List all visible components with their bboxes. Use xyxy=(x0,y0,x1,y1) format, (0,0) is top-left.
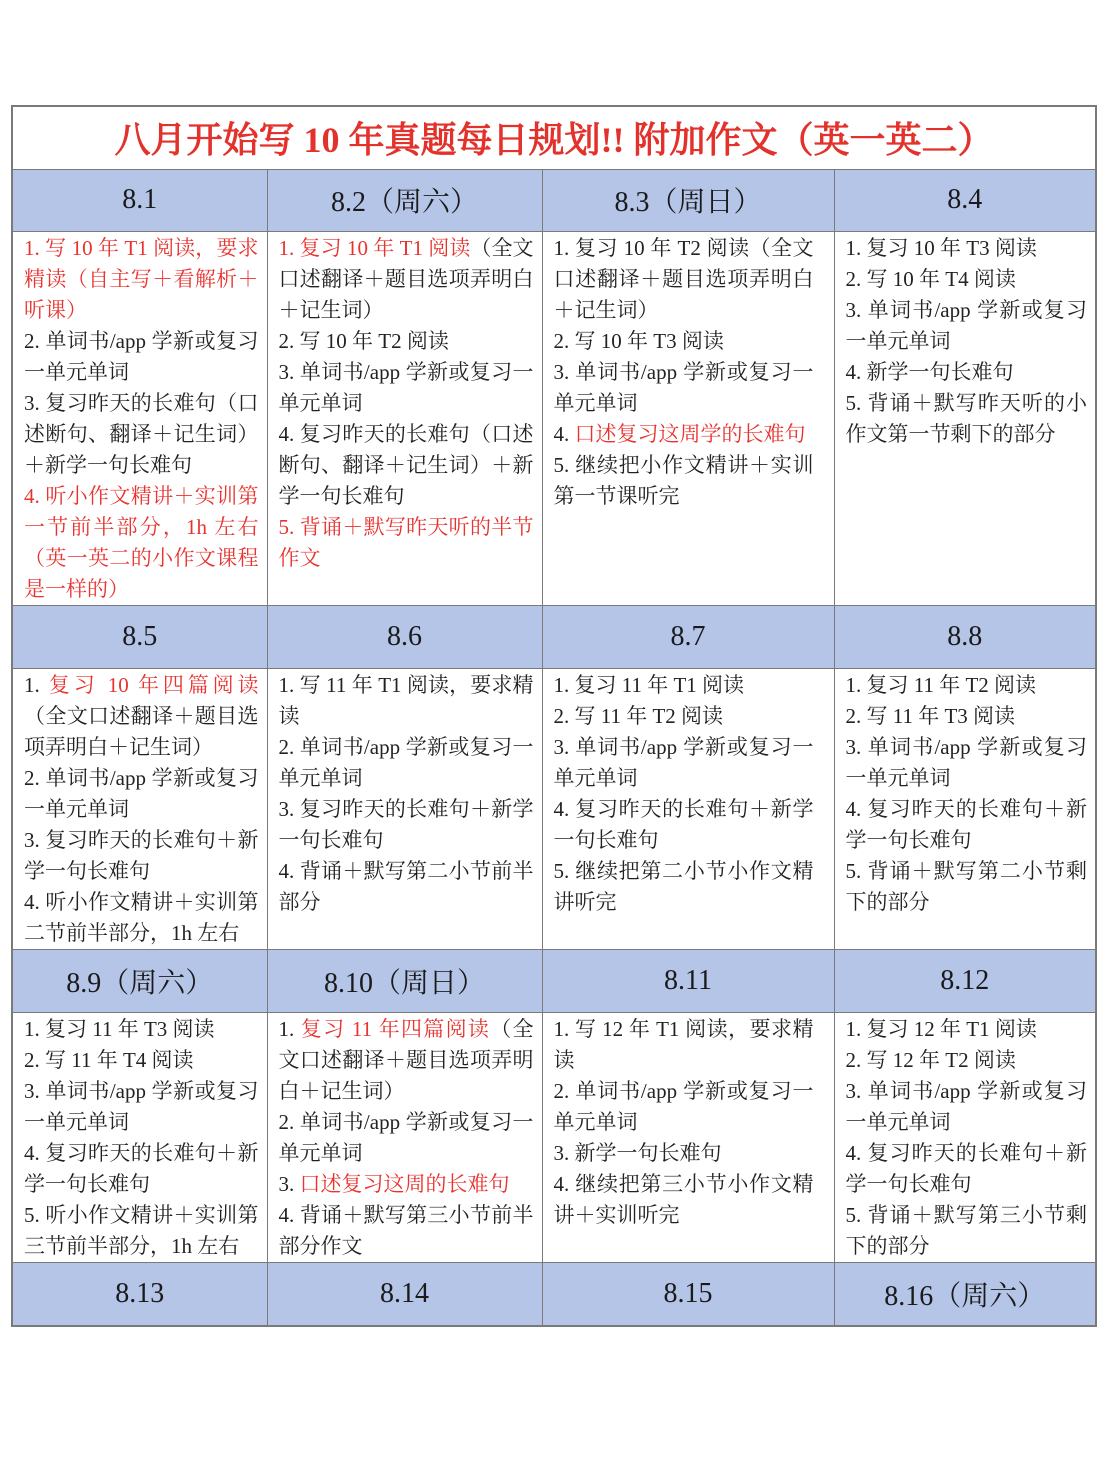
task-item xyxy=(846,856,1088,918)
task-item xyxy=(24,1138,259,1200)
task-item xyxy=(846,264,1088,295)
task-item xyxy=(846,1076,1088,1138)
task-text: 4. 复习昨天的长难句＋新学一句长难句 xyxy=(24,1140,259,1196)
task-text: 2. 写 10 年 T3 阅读 xyxy=(553,328,724,353)
task-item xyxy=(846,1200,1088,1262)
task-text: 3. 复习昨天的长难句＋新学一句长难句 xyxy=(24,827,259,883)
task-item xyxy=(554,1014,814,1076)
task-item xyxy=(554,701,814,732)
task-text-highlight: 4. 听小作文精讲＋实训第一节前半部分，1h 左右（英一英二的小作文课程是一样的） xyxy=(24,483,259,601)
task-text: 3. 单词书/app 学新或复习一单元单词 xyxy=(278,359,534,415)
day-date-header: 8.1 xyxy=(12,169,267,231)
task-text-highlight: 复习 11 年四篇阅读 xyxy=(300,1016,491,1041)
task-item xyxy=(279,732,534,794)
task-text: 2. 写 10 年 T4 阅读 xyxy=(845,266,1016,291)
task-text: 2. 写 10 年 T2 阅读 xyxy=(278,328,449,353)
task-item xyxy=(279,1200,534,1262)
task-item xyxy=(554,419,814,450)
task-text: （全文口述翻译＋题目选项弄明白＋记生词） xyxy=(278,235,534,322)
task-text-highlight: 5. 背诵＋默写昨天听的半节作文 xyxy=(278,514,534,570)
task-item xyxy=(846,233,1088,264)
task-text: 1. 复习 12 年 T1 阅读 xyxy=(845,1016,1037,1041)
task-text: 1. 复习 11 年 T2 阅读 xyxy=(845,672,1037,697)
task-text: 4. 复习昨天的长难句＋新学一句长难句 xyxy=(553,796,814,852)
task-item xyxy=(24,670,259,763)
day-date-header: 8.13 xyxy=(12,1262,267,1326)
task-text: 1. 写 12 年 T1 阅读，要求精读 xyxy=(553,1016,814,1072)
task-text: 2. 写 12 年 T2 阅读 xyxy=(845,1047,1016,1072)
task-item xyxy=(846,732,1088,794)
task-item xyxy=(24,326,259,388)
task-text: 3. 新学一句长难句 xyxy=(553,1140,722,1165)
day-date-header: 8.4 xyxy=(834,169,1096,231)
task-item xyxy=(554,1076,814,1138)
task-text-highlight: 口述复习这周的长难句 xyxy=(299,1171,510,1196)
day-date-header: 8.3（周日） xyxy=(542,169,834,231)
task-item xyxy=(846,794,1088,856)
task-text: 1. xyxy=(24,672,49,697)
task-text: 4. 背诵＋默写第二小节前半部分 xyxy=(278,858,534,914)
task-item xyxy=(279,357,534,419)
day-date-header: 8.8 xyxy=(834,605,1096,668)
task-item xyxy=(554,794,814,856)
task-item xyxy=(846,701,1088,732)
task-text: 3. 复习昨天的长难句＋新学一句长难句 xyxy=(278,796,534,852)
task-item xyxy=(279,1107,534,1169)
task-item xyxy=(846,1045,1088,1076)
task-item xyxy=(279,512,534,574)
day-date-header: 8.16（周六） xyxy=(834,1262,1096,1326)
task-item xyxy=(846,670,1088,701)
task-item xyxy=(554,732,814,794)
task-text: 2. 单词书/app 学新或复习一单元单词 xyxy=(24,765,259,821)
task-text: 4. 复习昨天的长难句（口述断句、翻译＋记生词）＋新学一句长难句 xyxy=(278,421,534,508)
task-text-highlight: 复习 10 年四篇阅读 xyxy=(48,672,259,697)
date-header-row xyxy=(12,169,1096,231)
task-text: 2. 单词书/app 学新或复习一单元单词 xyxy=(553,1078,814,1134)
title-row xyxy=(12,106,1096,169)
task-item xyxy=(554,1169,814,1231)
task-text: 5. 背诵＋默写第三小节剩下的部分 xyxy=(845,1202,1088,1258)
day-date-header: 8.12 xyxy=(834,949,1096,1012)
task-text: 5. 背诵＋默写第二小节剩下的部分 xyxy=(845,858,1088,914)
task-item xyxy=(24,388,259,481)
task-text: 5. 继续把第二小节小作文精讲听完 xyxy=(553,858,814,914)
task-text: 3. 单词书/app 学新或复习一单元单词 xyxy=(553,359,814,415)
task-text: 3. 单词书/app 学新或复习一单元单词 xyxy=(845,734,1088,790)
task-text: 4. 继续把第三小节小作文精讲＋实训听完 xyxy=(553,1171,814,1227)
day-task-cell xyxy=(267,668,542,949)
task-item xyxy=(24,233,259,326)
date-header-row xyxy=(12,949,1096,1012)
task-text: （全文口述翻译＋题目选项弄明白＋记生词） xyxy=(24,703,259,759)
task-row xyxy=(12,668,1096,949)
task-text: 5. 背诵＋默写昨天听的小作文第一节剩下的部分 xyxy=(845,390,1088,446)
day-date-header: 8.11 xyxy=(542,949,834,1012)
day-date-header: 8.2（周六） xyxy=(267,169,542,231)
task-text: 1. 复习 11 年 T3 阅读 xyxy=(24,1016,215,1041)
page-title: 八月开始写 10 年真题每日规划!! 附加作文（英一英二） xyxy=(12,106,1096,169)
day-task-cell xyxy=(834,1012,1096,1262)
task-text-highlight: 口述复习这周学的长难句 xyxy=(574,421,806,446)
task-text: 5. 继续把小作文精讲＋实训第一节课听完 xyxy=(553,452,814,508)
task-text: 4. 复习昨天的长难句＋新学一句长难句 xyxy=(845,1140,1088,1196)
task-item xyxy=(24,1200,259,1262)
task-text: 3. 单词书/app 学新或复习一单元单词 xyxy=(845,1078,1088,1134)
task-item xyxy=(279,326,534,357)
task-text: 2. 单词书/app 学新或复习一单元单词 xyxy=(278,734,534,790)
task-text: 1. 复习 10 年 T2 阅读（全文口述翻译＋题目选项弄明白＋记生词） xyxy=(553,235,814,322)
task-item xyxy=(279,670,534,732)
task-text: 1. xyxy=(278,1016,301,1041)
schedule-body xyxy=(12,106,1096,1326)
task-text: 4. 背诵＋默写第三小节前半部分作文 xyxy=(278,1202,534,1258)
task-text: 4. 复习昨天的长难句＋新学一句长难句 xyxy=(845,796,1088,852)
task-item xyxy=(279,794,534,856)
task-item xyxy=(554,856,814,918)
task-row xyxy=(12,1012,1096,1262)
day-date-header: 8.9（周六） xyxy=(12,949,267,1012)
task-row xyxy=(12,231,1096,605)
day-date-header: 8.14 xyxy=(267,1262,542,1326)
task-text: 3. 复习昨天的长难句（口述断句、翻译＋记生词）＋新学一句长难句 xyxy=(24,390,259,477)
task-text: 3. 单词书/app 学新或复习一单元单词 xyxy=(24,1078,259,1134)
task-text: 3. 单词书/app 学新或复习一单元单词 xyxy=(845,297,1088,353)
task-text: 2. 写 11 年 T4 阅读 xyxy=(24,1047,194,1072)
task-text-highlight: 1. 写 10 年 T1 阅读，要求精读（自主写＋看解析＋听课） xyxy=(24,235,259,322)
task-item xyxy=(279,419,534,512)
schedule-table xyxy=(11,105,1097,1327)
day-task-cell xyxy=(834,668,1096,949)
task-text: 4. xyxy=(553,421,575,446)
day-task-cell xyxy=(267,1012,542,1262)
task-item xyxy=(24,1045,259,1076)
task-text: 3. 单词书/app 学新或复习一单元单词 xyxy=(553,734,814,790)
day-task-cell xyxy=(267,231,542,605)
task-text: 1. 复习 10 年 T3 阅读 xyxy=(845,235,1037,260)
task-item xyxy=(24,1014,259,1045)
task-text: 2. 写 11 年 T3 阅读 xyxy=(845,703,1016,728)
date-header-row xyxy=(12,1262,1096,1326)
task-item xyxy=(554,357,814,419)
task-text: 5. 听小作文精讲＋实训第三节前半部分，1h 左右 xyxy=(24,1202,259,1258)
task-text: 2. 写 11 年 T2 阅读 xyxy=(553,703,724,728)
day-task-cell xyxy=(542,1012,834,1262)
task-item xyxy=(279,856,534,918)
task-text: 2. 单词书/app 学新或复习一单元单词 xyxy=(278,1109,534,1165)
day-task-cell xyxy=(12,1012,267,1262)
day-task-cell xyxy=(542,668,834,949)
day-task-cell xyxy=(542,231,834,605)
task-text: 3. xyxy=(278,1171,300,1196)
day-date-header: 8.7 xyxy=(542,605,834,668)
day-date-header: 8.15 xyxy=(542,1262,834,1326)
task-item xyxy=(24,1076,259,1138)
task-item xyxy=(24,887,259,949)
task-item xyxy=(846,295,1088,357)
task-text: 1. 写 11 年 T1 阅读，要求精读 xyxy=(278,672,534,728)
task-text: 4. 新学一句长难句 xyxy=(845,359,1014,384)
task-item xyxy=(846,1138,1088,1200)
task-text: 1. 复习 11 年 T1 阅读 xyxy=(553,672,745,697)
day-task-cell xyxy=(834,231,1096,605)
task-item xyxy=(554,450,814,512)
task-item xyxy=(24,481,259,605)
task-item xyxy=(554,1138,814,1169)
task-item xyxy=(554,233,814,326)
task-item xyxy=(24,825,259,887)
task-text-highlight: 1. 复习 10 年 T1 阅读 xyxy=(278,235,471,260)
task-item xyxy=(279,1014,534,1107)
day-date-header: 8.10（周日） xyxy=(267,949,542,1012)
task-item xyxy=(846,357,1088,388)
day-task-cell xyxy=(12,231,267,605)
task-text: 2. 单词书/app 学新或复习一单元单词 xyxy=(24,328,259,384)
day-task-cell xyxy=(12,668,267,949)
task-item xyxy=(24,763,259,825)
task-item xyxy=(554,670,814,701)
task-item xyxy=(554,326,814,357)
task-item xyxy=(846,1014,1088,1045)
task-item xyxy=(279,233,534,326)
day-date-header: 8.6 xyxy=(267,605,542,668)
task-item xyxy=(279,1169,534,1200)
date-header-row xyxy=(12,605,1096,668)
task-text: （全文口述翻译＋题目选项弄明白＋记生词） xyxy=(278,1016,534,1103)
day-date-header: 8.5 xyxy=(12,605,267,668)
task-item xyxy=(846,388,1088,450)
task-text: 4. 听小作文精讲＋实训第二节前半部分，1h 左右 xyxy=(24,889,259,945)
